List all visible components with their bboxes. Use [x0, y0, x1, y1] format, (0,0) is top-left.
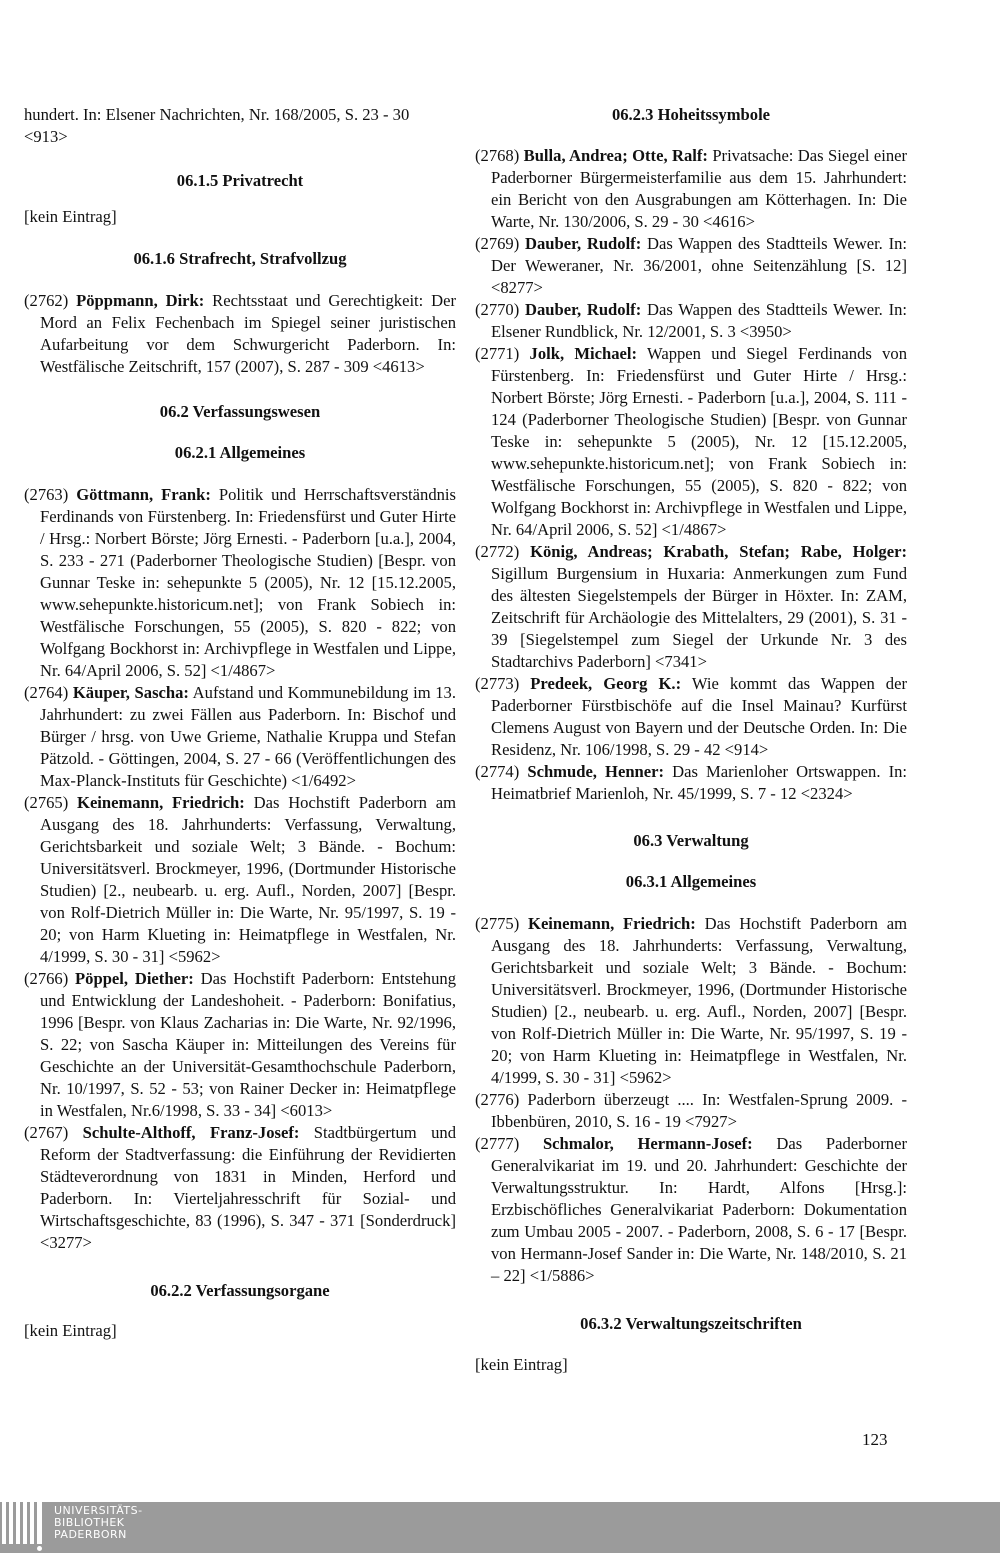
entry-text: Sigillum Burgensium in Huxaria: Anmerkungen zum Fund des ältesten Siegelstempels der Bürger in Höxter. In: ZAM, Zeitschrift für Archäologie des Mittelalters, 29 (2001), S. 31 - 39 [Siegelstempel zum Siegel der Urkunde Nr. 3 des Stadtarchivs Paderborn] <7341>	[491, 564, 907, 671]
entry-number: (2774)	[475, 762, 528, 781]
entry-text: Das Marienloher Ortswappen. In: Heimatbrief Marienloh, Nr. 45/1999, S. 7 - 12 <2324>	[491, 762, 908, 803]
no-entry-note: [kein Eintrag]	[475, 1355, 568, 1374]
continuation-text: hundert. In: Elsener Nachrichten, Nr. 168/2005, S. 23 - 30	[24, 105, 410, 124]
entry-text: Stadtbürgertum und Reform der Stadtverfassung: die Einführung der Revidierten Städteverordnung von 1831 in Minden, Herford und Paderborn. In: Vierteljahresschrift für Sozial- und Wirtschaftsgeschichte, 83 (1996), S. 347 - 371 [Sonderdruck] <3277>	[40, 1123, 457, 1252]
entry-number: (2768)	[475, 146, 524, 165]
continuation-id: <913>	[24, 127, 68, 146]
section-heading-privatrecht: 06.1.5 Privatrecht	[176, 171, 304, 190]
entry-author: Käuper, Sascha:	[72, 683, 189, 702]
entry-number: (2772)	[475, 542, 531, 561]
bibliography-entry-2763	[24, 484, 456, 682]
entry-author: Predeek, Georg K.:	[530, 674, 682, 693]
bibliography-entry-2767	[24, 1122, 456, 1254]
entry-author: Dauber, Rudolf:	[525, 234, 642, 253]
entry-number: (2775)	[475, 914, 529, 933]
entry-text: Privatsache: Das Siegel einer Paderborner Bürgermeisterfamilie aus dem 15. Jahrhundert: ein Bericht von den Ausgrabungen am Kötterhagen. In: Die Warte, Nr. 130/2006, S. 29 - 30 <4616>	[491, 146, 908, 231]
entry-number: (2763)	[24, 485, 77, 504]
page-number: 123	[862, 1430, 888, 1449]
entry-number: (2762)	[24, 291, 77, 310]
entry-text: Paderborn überzeugt .... In: Westfalen-Sprung 2009. - Ibbenbüren, 2010, S. 16 - 19 <7927>	[491, 1090, 907, 1131]
entry-number: (2773)	[475, 674, 531, 693]
entry-author: Jolk, Michael:	[529, 344, 638, 363]
entry-number: (2777)	[475, 1134, 543, 1153]
entry-text: Das Hochstift Paderborn: Entstehung und Entwicklung der Landeshoheit. - Paderborn: Bonifatius, 1996 [Bespr. von Klaus Zacharias in: Die Warte, Nr. 92/1996, S. 22; von Sascha Käuper in: Mitteilungen des Vereins für Geschichte an der Universität-Gesamthochschule Paderborn, Nr. 10/1997, S. 52 - 53; von Rainer Decker in: Heimatpflege in Westfalen, Nr.6/1998, S. 33 - 34] <6013>	[40, 969, 456, 1120]
library-logo-icon	[2, 1502, 46, 1546]
library-name-line3: PADERBORN	[54, 1528, 127, 1541]
entry-author: Pöppel, Diether:	[75, 969, 194, 988]
section-heading-verwaltung: 06.3 Verwaltung	[633, 831, 749, 850]
entry-text: Das Wappen des Stadtteils Wewer. In: Elsener Rundblick, Nr. 12/2001, S. 3 <3950>	[491, 300, 908, 341]
bibliography-entry-2768	[475, 145, 907, 233]
entry-author: Pöppmann, Dirk:	[76, 291, 205, 310]
library-name-line1: UNIVERSITÄTS-	[54, 1504, 143, 1517]
entry-number: (2770)	[475, 300, 525, 319]
bibliography-entry-2766	[24, 968, 456, 1122]
entry-text: Wie kommt das Wappen der Paderborner Fürstbischöfe auf die Insel Mainau? Kurfürst Clemens August von Bayern und der Deutsche Orden. In: Die Residenz, Nr. 106/1998, S. 29 - 42 <914>	[491, 674, 907, 759]
entry-author: Schulte-Althoff, Franz-Josef:	[82, 1123, 300, 1142]
section-heading-strafrecht: 06.1.6 Strafrecht, Strafvollzug	[133, 249, 347, 268]
bibliography-entry-2776	[475, 1089, 907, 1133]
entry-author: Dauber, Rudolf:	[525, 300, 642, 319]
bibliography-entry-2772	[475, 541, 907, 673]
right-column	[475, 104, 907, 1376]
entry-author: Keinemann, Friedrich:	[77, 793, 245, 812]
no-entry-note: [kein Eintrag]	[24, 1321, 117, 1340]
bibliography-entry-2775	[475, 913, 907, 1089]
library-logo-text	[54, 1505, 143, 1541]
entry-number: (2765)	[24, 793, 78, 812]
bibliography-entry-2777	[475, 1133, 907, 1287]
section-heading-allgemeines: 06.2.1 Allgemeines	[174, 443, 306, 462]
section-heading-hoheitssymbole: 06.2.3 Hoheitssymbole	[611, 105, 771, 124]
section-heading-verfassungswesen: 06.2 Verfassungswesen	[159, 402, 321, 421]
entry-text: Politik und Herrschaftsverständnis Ferdinands von Fürstenberg. In: Friedensfürst und Guter Hirte / Hrsg.: Norbert Börste; Jörg Ernesti. - Paderborn [u.a.], 2004, S. 233 - 271 (Paderborner Theologische Studien) [Bespr. von Gunnar Teske in: sehepunkte 5 (2005), Nr. 12 [15.12.2005, www.sehepunkte.historicum.net]; von Frank Sobiech in: Westfälische Forschungen, 55 (2005), S. 820 - 822; von Wolfgang Bockhorst in: Archivpflege in Westfalen und Lippe, Nr. 64/April 2006, S. 52] <1/4867>	[40, 485, 456, 680]
entry-text: Das Wappen des Stadtteils Wewer. In: Der Weweraner, Nr. 36/2001, ohne Seitenzählung [S. 12] <8277>	[491, 234, 908, 297]
section-heading-verfassungsorgane: 06.2.2 Verfassungsorgane	[150, 1281, 330, 1300]
entry-text: Rechtsstaat und Gerechtigkeit: Der Mord an Felix Fechenbach im Spiegel seiner juristischen Aufarbeitung vor dem Schwurgericht Paderborn. In: Westfälische Zeitschrift, 157 (2007), S. 287 - 309 <4613>	[40, 291, 457, 376]
entry-text: Das Hochstift Paderborn am Ausgang des 18. Jahrhunderts: Verfassung, Verwaltung, Gerichtsbarkeit und soziale Welt; 3 Bände. - Bochum: Universitätsverl. Brockmeyer, 1996, (Dortmunder Historische Studien) [2., neubearb. u. erg. Aufl., Norden, 2007] [Bespr. von Rolf-Dietrich Müller in: Die Warte, Nr. 95/1997, S. 19 - 20; von Harm Klueting in: Heimatpflege in Westfalen, Nr. 4/1999, S. 30 - 31] <5962>	[40, 793, 456, 966]
entry-number: (2769)	[475, 234, 525, 253]
entry-number: (2764)	[24, 683, 73, 702]
entry-number: (2771)	[475, 344, 530, 363]
bibliography-entry-2770	[475, 299, 907, 343]
entry-author: König, Andreas; Krabath, Stefan; Rabe, Holger:	[530, 542, 907, 561]
bibliography-entry-2762	[24, 290, 456, 378]
bibliography-entry-2769	[475, 233, 907, 299]
entry-author: Keinemann, Friedrich:	[528, 914, 696, 933]
entry-author: Schmude, Henner:	[527, 762, 665, 781]
library-footer	[0, 1502, 1000, 1553]
entry-author: Schmalor, Hermann-Josef:	[542, 1134, 753, 1153]
entry-text: Das Paderborner Generalvikariat im 19. und 20. Jahrhundert: Geschichte der Verwaltungsstruktur. In: Hardt, Alfons [Hrsg.]: Erzbischöfliches Generalvikariat Paderborn: Dokumentation zum Umbau 2005 - 2007. - Paderborn, 2008, S. 6 - 17 [Bespr. von Hermann-Josef Sander in: Die Warte, Nr. 148/2010, S. 21 – 22] <1/5886>	[491, 1134, 907, 1285]
section-heading-verwaltungszeitschriften: 06.3.2 Verwaltungszeitschriften	[580, 1314, 802, 1333]
entry-number: (2776)	[475, 1090, 528, 1109]
entry-author: Bulla, Andrea; Otte, Ralf:	[523, 146, 708, 165]
bibliography-entry-2773	[475, 673, 907, 761]
bibliography-entry-2774	[475, 761, 907, 805]
section-heading-allgemeines: 06.3.1 Allgemeines	[625, 872, 757, 891]
entry-text: Wappen und Siegel Ferdinands von Fürstenberg. In: Friedensfürst und Guter Hirte / Hrsg.: Norbert Börste; Jörg Ernesti. - Paderborn [u.a.], 2004, S. 111 - 124 (Paderborner Theologische Studien) [Bespr. von Gunnar Teske in: sehepunkte 5 (2005), Nr. 12 [15.12.2005, www.sehepunkte.historicum.net]; von Frank Sobiech in: Westfälische Forschungen, 55 (2005), S. 820 - 822; von Wolfgang Bockhorst in: Archivpflege in Westfalen und Lippe, Nr. 64/April 2006, S. 52] <1/4867>	[491, 344, 907, 539]
bibliography-entry-2765	[24, 792, 456, 968]
entry-number: (2767)	[24, 1123, 83, 1142]
entry-number: (2766)	[24, 969, 76, 988]
entry-text: Aufstand und Kommunebildung im 13. Jahrhundert: zu zwei Fällen aus Paderborn. In: Bischof und Bürger / hrsg. von Uwe Grieme, Nathalie Kruppa und Stefan Pätzold. - Göttingen, 2004, S. 27 - 66 (Veröffentlichungen des Max-Planck-Instituts für Geschichte) <1/6492>	[40, 683, 456, 790]
bibliography-entry-2771	[475, 343, 907, 541]
left-column	[24, 104, 456, 1342]
library-name-line2: BIBLIOTHEK	[54, 1516, 125, 1529]
bibliography-entry-2764	[24, 682, 456, 792]
no-entry-note: [kein Eintrag]	[24, 207, 117, 226]
entry-text: Das Hochstift Paderborn am Ausgang des 18. Jahrhunderts: Verfassung, Verwaltung, Gerichtsbarkeit und soziale Welt; 3 Bände. - Bochum: Universitätsverl. Brockmeyer, 1996, (Dortmunder Historische Studien) [2., neubearb. u. erg. Aufl., Norden, 2007] [Bespr. von Rolf-Dietrich Müller in: Die Warte, Nr. 95/1997, S. 19 - 20; von Harm Klueting in: Heimatpflege in Westfalen, Nr. 4/1999, S. 30 - 31] <5962>	[491, 914, 907, 1087]
entry-author: Göttmann, Frank:	[76, 485, 211, 504]
